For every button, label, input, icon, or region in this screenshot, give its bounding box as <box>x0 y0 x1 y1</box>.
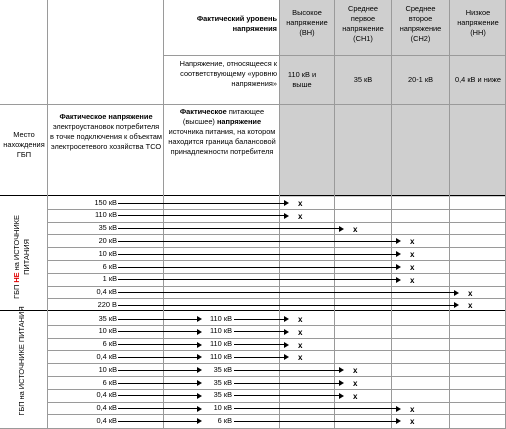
arrow-to-level <box>234 319 285 320</box>
arrow-to-level <box>118 279 397 280</box>
level-mark: x <box>298 211 303 221</box>
actual-voltage-cell: 150 кВ <box>94 197 117 207</box>
arrow-to-level <box>234 370 340 371</box>
supply-voltage-cell: 110 кВ <box>210 313 232 323</box>
actual-voltage-cell: 35 кВ <box>98 223 117 233</box>
actual-voltage-cell: 6 кВ <box>102 261 117 271</box>
actual-voltage-cell: 10 кВ <box>98 326 117 336</box>
arrow-to-level <box>118 215 285 216</box>
level-mark: x <box>353 391 358 401</box>
arrow-to-level <box>118 305 455 306</box>
arrow-to-level <box>234 344 285 345</box>
level-mark: x <box>353 224 358 234</box>
actual-voltage-cell: 0,4 кВ <box>96 403 117 413</box>
level-name-nn: Низкое напряжение (НН) <box>457 8 499 37</box>
level-mark: x <box>298 353 303 363</box>
arrow-to-level <box>118 267 397 268</box>
supply-voltage-cell: 110 кВ <box>210 351 232 361</box>
level-mark: x <box>298 199 303 208</box>
supply-voltage-cell: 35 кВ <box>213 377 232 387</box>
level-mark: x <box>298 315 303 324</box>
level-mark: x <box>410 275 415 285</box>
level-mark: x <box>410 250 415 260</box>
supply-voltage-cell: 10 кВ <box>213 403 232 413</box>
actual-voltage-cell: 110 кВ <box>95 210 117 220</box>
actual-voltage-cell: 0,4 кВ <box>96 415 117 425</box>
arrow-to-level <box>234 383 340 384</box>
actual-voltage-cell: 10 кВ <box>98 248 117 258</box>
actual-voltage-cell: 0,4 кВ <box>96 351 117 361</box>
supply-voltage-cell: 6 кВ <box>217 415 232 425</box>
actual-voltage-cell: 35 кВ <box>98 313 117 323</box>
col-location-header: Место нахождения ГБП <box>3 130 45 159</box>
arrow-to-level <box>234 395 340 396</box>
level-range-sn1: 35 кВ <box>353 75 373 84</box>
actual-voltage-cell: 6 кВ <box>102 377 117 387</box>
level-range-vn: 110 кВ и выше <box>287 70 317 89</box>
level-mark: x <box>410 237 415 247</box>
arrow-to-level <box>118 241 397 242</box>
actual-voltage-cell: 1 кВ <box>102 274 117 284</box>
arrow-to-level <box>234 408 397 409</box>
supply-voltage-cell: 110 кВ <box>210 326 232 336</box>
arrow-to-level <box>118 254 397 255</box>
actual-voltage-cell: 220 В <box>97 299 117 309</box>
arrow-to-level <box>234 357 285 358</box>
level-mark: x <box>353 379 358 388</box>
actual-voltage-cell: 10 кВ <box>98 364 117 374</box>
actual-voltage-cell: 0,4 кВ <box>96 390 117 400</box>
supply-voltage-cell: 35 кВ <box>213 364 232 374</box>
level-mark: x <box>468 288 473 298</box>
arrow-to-level <box>118 203 285 204</box>
level-mark: x <box>298 327 303 337</box>
voltage-relative-note: Напряжение, относящееся к соответствующему «уровню напряжения» <box>179 59 277 88</box>
supply-voltage-cell: 110 кВ <box>210 339 232 349</box>
supply-voltage-cell: 35 кВ <box>213 390 232 400</box>
actual-level-title: Фактический уровень напряжения <box>196 14 277 33</box>
level-name-sn1: Среднее первое напряжение (СН1) <box>342 4 384 43</box>
level-range-sn2: 20-1 кВ <box>407 75 433 84</box>
actual-voltage-cell: 20 кВ <box>98 235 117 245</box>
actual-voltage-cell: 0,4 кВ <box>96 287 117 297</box>
arrow-to-level <box>234 331 285 332</box>
level-mark: x <box>353 366 358 376</box>
group2-label: ГБП на ИСТОЧНИКЕ ПИТАНИЯ <box>17 306 26 416</box>
level-mark: x <box>410 404 415 414</box>
level-mark: x <box>468 301 473 311</box>
arrow-to-level <box>234 421 397 422</box>
col-actual-voltage-header: Фактическое напряжение электроустановок потребителя в точке подключения к объектам электросетевого хозяйства ТСО <box>50 112 162 151</box>
level-mark: x <box>298 340 303 350</box>
level-mark: x <box>410 417 415 427</box>
level-range-nn: 0,4 кВ и ниже <box>455 75 501 84</box>
level-name-vn: Высокое напряжение (ВН) <box>286 8 328 37</box>
level-name-sn2: Среднее второе напряжение (СН2) <box>399 4 442 43</box>
arrow-to-level <box>118 292 455 293</box>
group1-label: ГБП НЕ на ИСТОЧНИКЕ ПИТАНИЯ <box>12 215 31 299</box>
col-supply-voltage-header: Фактическое питающее (высшее) напряжение источника питания, на котором находится граница балансовой принадлежности потребителя <box>168 107 276 156</box>
level-mark: x <box>410 263 415 272</box>
actual-voltage-cell: 6 кВ <box>102 339 117 349</box>
arrow-to-level <box>118 228 340 229</box>
